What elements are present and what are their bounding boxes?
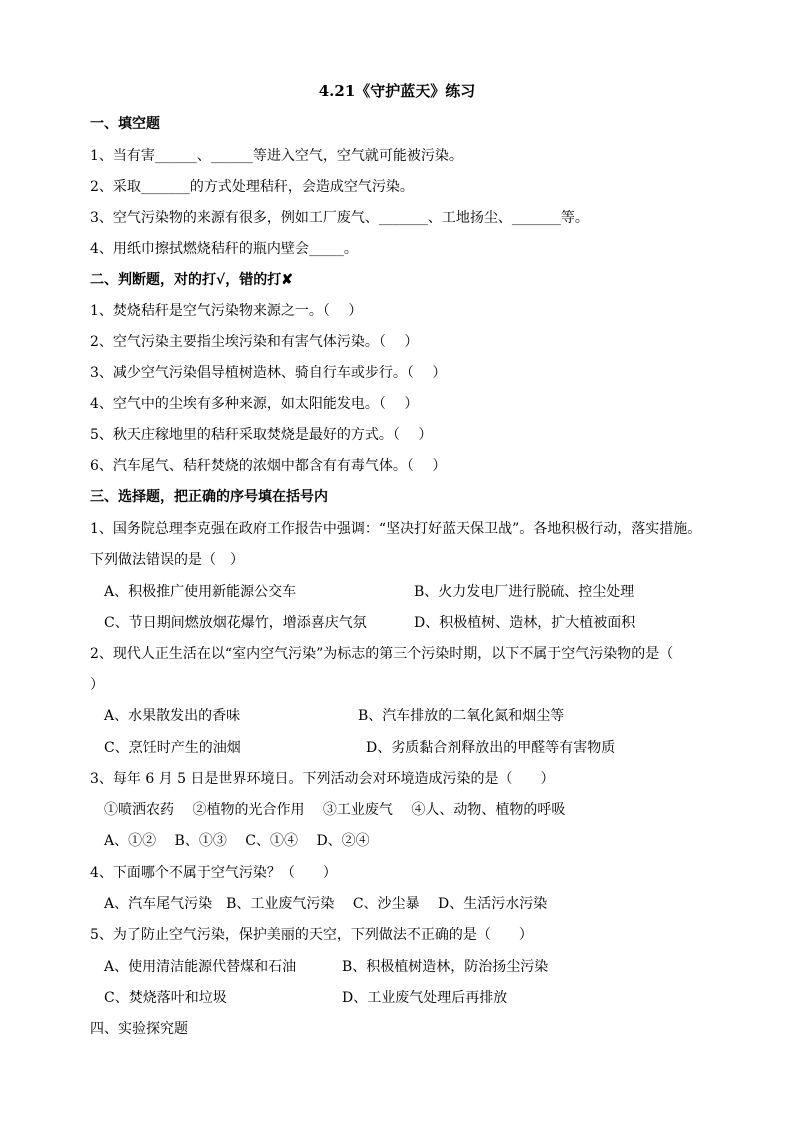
choice-q2-option-a: A、水果散发出的香味 bbox=[104, 708, 241, 724]
choice-q3-options: A、①② B、①③ C、①④ D、②④ bbox=[104, 833, 370, 849]
choice-q2-option-d: D、劣质黏合剂释放出的甲醛等有害物质 bbox=[366, 740, 616, 756]
true-false-item-1: 1、焚烧秸秆是空气污染物来源之一。（ ） bbox=[90, 303, 363, 319]
fill-blank-item-3: 3、空气污染物的来源有很多，例如工厂废气、_______、工地扬尘、_______等。 bbox=[90, 210, 589, 226]
choice-q5-option-d: D、工业废气处理后再排放 bbox=[342, 990, 508, 1006]
choice-q4-options: A、汽车尾气污染 B、工业废气污染 C、沙尘暴 D、生活污水污染 bbox=[104, 896, 548, 912]
section-heading-choice: 三、选择题，把正确的序号填在括号内 bbox=[90, 489, 328, 505]
page-title: 4.21《守护蓝天》练习 bbox=[318, 82, 476, 100]
fill-blank-item-2: 2、采取_______的方式处理秸秆，会造成空气污染。 bbox=[90, 179, 414, 195]
choice-q5-option-a: A、使用清洁能源代替煤和石油 bbox=[104, 959, 297, 975]
section-heading-true-false: 二、判断题，对的打√，错的打✘ bbox=[90, 272, 293, 288]
choice-q1-option-a: A、积极推广使用新能源公交车 bbox=[104, 584, 297, 600]
true-false-item-5: 5、秋天庄稼地里的秸秆采取焚烧是最好的方式。（ ） bbox=[90, 427, 433, 443]
choice-q2-option-c: C、烹饪时产生的油烟 bbox=[104, 740, 241, 756]
choice-q1-option-d: D、积极植树、造林，扩大植被面积 bbox=[414, 615, 636, 631]
choice-q3-items: ①喷洒农药 ②植物的光合作用 ③工业废气 ④人、动物、植物的呼吸 bbox=[104, 802, 566, 818]
choice-q1-stem-line-2: 下列做法错误的是（ ） bbox=[90, 552, 244, 568]
choice-q1-option-b: B、火力发电厂进行脱硫、控尘处理 bbox=[414, 584, 635, 600]
choice-q1-option-c: C、节日期间燃放烟花爆竹，增添喜庆气氛 bbox=[104, 615, 367, 631]
choice-q5-option-c: C、焚烧落叶和垃圾 bbox=[104, 990, 227, 1006]
choice-q1-stem-line-1: 1、国务院总理李克强在政府工作报告中强调：“坚决打好蓝天保卫战”。各地积极行动，落实措施。 bbox=[90, 521, 702, 537]
true-false-item-6: 6、汽车尾气、秸秆焚烧的浓烟中都含有有毒气体。（ ） bbox=[90, 458, 447, 474]
true-false-item-2: 2、空气污染主要指尘埃污染和有害气体污染。（ ） bbox=[90, 334, 419, 350]
choice-q3-stem: 3、每年 6 月 5 日是世界环境日。下列活动会对环境造成污染的是（ ） bbox=[90, 771, 555, 787]
true-false-item-3: 3、减少空气污染倡导植树造林、骑自行车或步行。（ ） bbox=[90, 365, 447, 381]
choice-q5-stem: 5、为了防止空气污染，保护美丽的天空，下列做法不正确的是（ ） bbox=[90, 927, 533, 943]
choice-q2-stem-line-2: ） bbox=[90, 677, 104, 693]
choice-q5-option-b: B、积极植树造林，防治扬尘污染 bbox=[342, 959, 549, 975]
fill-blank-item-4: 4、用纸巾擦拭燃烧秸秆的瓶内壁会_____。 bbox=[90, 241, 358, 257]
section-heading-fill-blank: 一、填空题 bbox=[90, 116, 160, 132]
choice-q2-stem-line-1: 2、现代人正生活在以“室内空气污染”为标志的第三个污染时期，以下不属于空气污染物的是（ bbox=[90, 646, 674, 662]
section-heading-experiment: 四、实验探究题 bbox=[90, 1021, 188, 1037]
choice-q2-option-b: B、汽车排放的二氧化氮和烟尘等 bbox=[358, 708, 565, 724]
choice-q4-stem: 4、下面哪个不属于空气污染？（ ） bbox=[90, 865, 337, 881]
true-false-item-4: 4、空气中的尘埃有多种来源，如太阳能发电。（ ） bbox=[90, 396, 419, 412]
fill-blank-item-1: 1、当有害______、______等进入空气，空气就可能被污染。 bbox=[90, 148, 463, 164]
